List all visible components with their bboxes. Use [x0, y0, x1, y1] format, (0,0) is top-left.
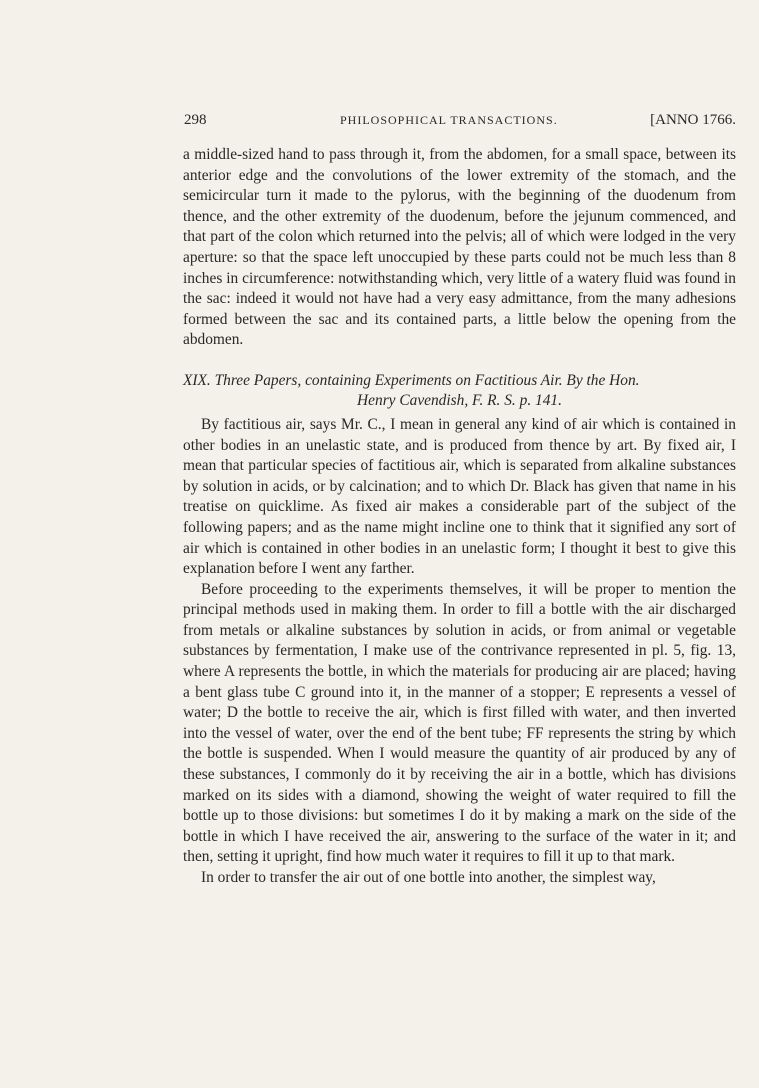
paragraph-3: In order to transfer the air out of one bottle into another, the simplest way,	[201, 869, 656, 886]
body-text	[183, 145, 736, 889]
section-title	[183, 371, 736, 411]
paragraph-1: By factitious air, says Mr. C., I mean in general any kind of air which is contained in other bodies in an unelastic state, and is produced from thence by art. By fixed air, I mean that particular species of factitious air, which is separated from alkaline substances by solution in acids, or by calcination; and to which Dr. Black has given that name in his treatise on quicklime. As fixed air makes a considerable part of the subject of the following papers; and as the name might incline one to think that it signified any sort of air which is contained in other bodies in an unelastic form; I thought it best to give this explanation before I went any farther.	[183, 415, 736, 578]
paragraph-2: Before proceeding to the experiments themselves, it will be proper to mention the principal methods used in making them. In order to fill a bottle with the air discharged from metals or alkaline substances by solution in acids, or from animal or vegetable substances by fermentation, I make use of the contrivance represented in pl. 5, fig. 13, where A represents the bottle, in which the materials for producing air are placed; having a bent glass tube C ground into it, in the manner of a stopper; E represents a vessel of water; D the bottle to receive the air, which is first filled with water, and then inverted into the vessel of water, over the end of the bent tube; FF represents the string by which the bottle is suspended. When I would measure the quantity of air produced by any of these substances, I commonly do it by receiving the air in a bottle, which has divisions marked on its sides with a diamond, showing the weight of water required to fill the bottle up to those divisions: but sometimes I do it by making a mark on the side of the bottle in which I have received the air, answering to the surface of the water in it; and then, setting it upright, find how much water it requires to fill it up to that mark.	[183, 580, 736, 866]
running-title: PHILOSOPHICAL TRANSACTIONS.	[340, 113, 558, 127]
continuation-paragraph: a middle-sized hand to pass through it, from the abdomen, for a small space, between its anterior edge and the convolutions of the lower extremity of the stomach, and the semicircular turn it made to the pylorus, with the beginning of the duodenum from thence, and the other extremity of the duodenum, before the jejunum commenced, and that part of the colon which returned into the pelvis; all of which were lodged in the very aperture: so that the space left unoccupied by these parts could not be much less than 8 inches in circumference: notwithstanding which, very little of a watery fluid was found in the sac: indeed it would not have had a very easy admittance, from the many adhesions formed between the sac and its contained parts, a little below the opening from the abdomen.	[183, 146, 736, 349]
section-title-line2: Henry Cavendish, F. R. S. p. 141.	[357, 391, 562, 409]
section-title-line1: XIX. Three Papers, containing Experiments on Factitious Air. By the Hon.	[183, 371, 640, 389]
page-header	[184, 112, 736, 134]
page-number: 298	[184, 112, 207, 128]
year-marker: [ANNO 1766.	[650, 112, 736, 128]
